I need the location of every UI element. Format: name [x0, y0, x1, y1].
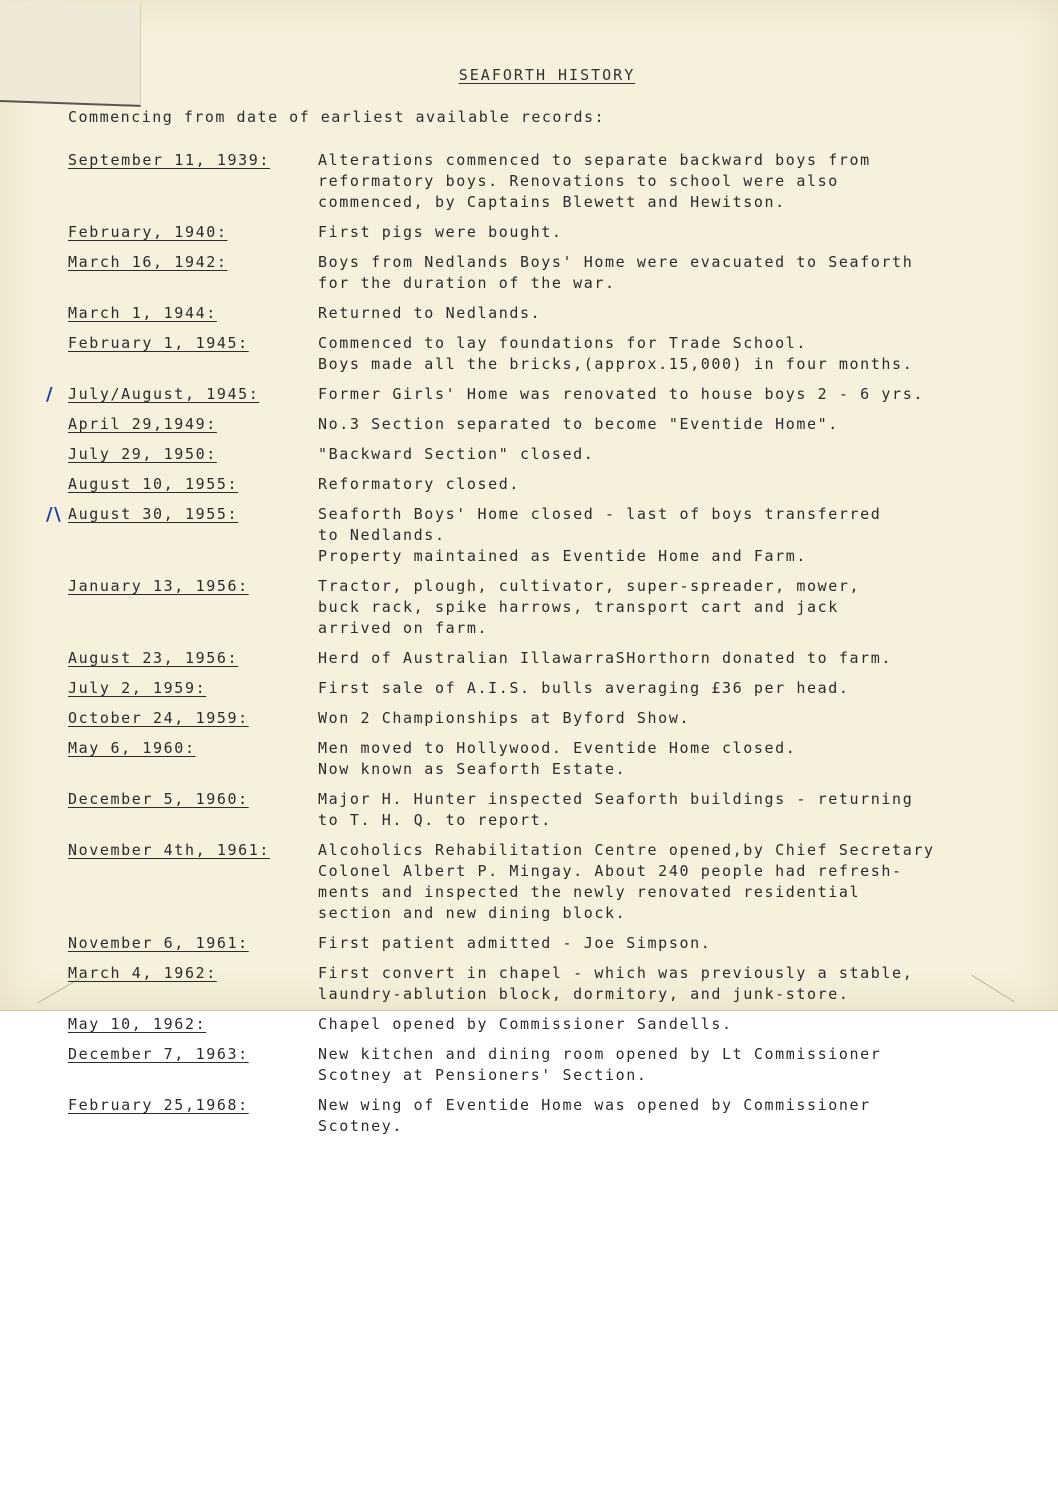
entry-date-text: January 13, 1956:: [68, 577, 249, 595]
entry-description: New wing of Eventide Home was opened by Commissioner Scotney.: [318, 1096, 871, 1135]
history-entry: [68, 678, 1043, 699]
history-entry: [68, 414, 1043, 435]
entry-date-text: February, 1940:: [68, 223, 228, 241]
entry-description: Won 2 Championships at Byford Show.: [318, 709, 691, 727]
entry-description: Former Girls' Home was renovated to house boys 2 - 6 yrs.: [318, 385, 924, 403]
entry-date: [68, 303, 318, 324]
entry-date-text: December 7, 1963:: [68, 1045, 249, 1063]
entry-description: First sale of A.I.S. bulls averaging £36 per head.: [318, 679, 850, 697]
entry-date-text: October 24, 1959:: [68, 709, 249, 727]
entry-date: [68, 414, 318, 435]
entry-description: Reformatory closed.: [318, 475, 520, 493]
entry-date-text: February 1, 1945:: [68, 334, 249, 352]
entry-date: [68, 1095, 318, 1137]
entry-date: [68, 840, 318, 924]
entry-date: [68, 384, 318, 405]
history-entry: [68, 222, 1043, 243]
entry-description: Alcoholics Rehabilitation Centre opened,by Chief Secretary Colonel Albert P. Mingay. About 240 people had refresh- ments and inspected the newly renovated residential section and new dining block.: [318, 841, 935, 922]
history-entry: [68, 150, 1043, 213]
handwritten-tick-mark: /\: [46, 504, 63, 525]
entry-date: [68, 963, 318, 1005]
paper-corner-tab: [0, 0, 141, 107]
history-entry: [68, 789, 1043, 831]
entry-date: [68, 789, 318, 831]
entry-date: [68, 444, 318, 465]
entry-date-text: July/August, 1945:: [68, 385, 260, 403]
entry-description: "Backward Section" closed.: [318, 445, 595, 463]
entry-description: Seaforth Boys' Home closed - last of boys transferred to Nedlands. Property maintained as Eventide Home and Farm.: [318, 505, 882, 565]
entry-date-text: March 4, 1962:: [68, 964, 217, 982]
entry-description: First pigs were bought.: [318, 223, 563, 241]
entry-description: New kitchen and dining room opened by Lt Commissioner Scotney at Pensioners' Section.: [318, 1045, 882, 1084]
entry-date: [68, 1044, 318, 1086]
entry-date-text: August 23, 1956:: [68, 649, 239, 667]
entry-date: [68, 576, 318, 639]
entry-description: No.3 Section separated to become "Eventide Home".: [318, 415, 839, 433]
entry-date: [68, 504, 318, 567]
history-entry: [68, 1044, 1043, 1086]
handwritten-tick-mark: /: [46, 384, 55, 405]
entry-date: [68, 738, 318, 780]
entry-date-text: November 4th, 1961:: [68, 841, 270, 859]
entry-description: Tractor, plough, cultivator, super-spreader, mower, buck rack, spike harrows, transport cart and jack arrived on farm.: [318, 577, 861, 637]
entry-date-text: September 11, 1939:: [68, 151, 270, 169]
entry-date: [68, 1014, 318, 1035]
history-entry: [68, 1014, 1043, 1035]
entry-description: Returned to Nedlands.: [318, 304, 542, 322]
entry-description: First patient admitted - Joe Simpson.: [318, 934, 712, 952]
history-entry: [68, 738, 1043, 780]
entry-date: [68, 222, 318, 243]
history-entry: [68, 303, 1043, 324]
history-entry: [68, 474, 1043, 495]
document-title-text: SEAFORTH HISTORY: [458, 66, 636, 84]
history-entry: [68, 648, 1043, 669]
history-entry: [46, 504, 1043, 567]
entry-date: [68, 648, 318, 669]
entry-date-text: March 16, 1942:: [68, 253, 228, 271]
entry-description: Chapel opened by Commissioner Sandells.: [318, 1015, 733, 1033]
history-entry: [68, 840, 1043, 924]
entry-date: [68, 678, 318, 699]
entry-date-text: April 29,1949:: [68, 415, 217, 433]
history-entry: [68, 708, 1043, 729]
history-entries: [46, 150, 1043, 1146]
entry-date-text: December 5, 1960:: [68, 790, 249, 808]
history-entry: [68, 576, 1043, 639]
entry-date-text: August 30, 1955:: [68, 505, 239, 523]
entry-date: [68, 474, 318, 495]
entry-date: [68, 708, 318, 729]
history-entry: [68, 963, 1043, 1005]
entry-description: Herd of Australian IllawarraSHorthorn donated to farm.: [318, 649, 893, 667]
entry-date-text: August 10, 1955:: [68, 475, 239, 493]
intro-line: Commencing from date of earliest available records:: [68, 108, 606, 126]
entry-description: Men moved to Hollywood. Eventide Home closed. Now known as Seaforth Estate.: [318, 739, 797, 778]
entry-date: [68, 252, 318, 294]
entry-description: Major H. Hunter inspected Seaforth buildings - returning to T. H. Q. to report.: [318, 790, 914, 829]
entry-date-text: February 25,1968:: [68, 1096, 249, 1114]
history-entry: [68, 252, 1043, 294]
entry-date: [68, 333, 318, 375]
history-entry: [68, 933, 1043, 954]
entry-date-text: November 6, 1961:: [68, 934, 249, 952]
entry-date: [68, 150, 318, 213]
entry-date-text: May 10, 1962:: [68, 1015, 207, 1033]
entry-description: Commenced to lay foundations for Trade School. Boys made all the bricks,(approx.15,000) in four months.: [318, 334, 914, 373]
history-entry: [68, 333, 1043, 375]
history-entry: [68, 444, 1043, 465]
entry-date-text: July 29, 1950:: [68, 445, 217, 463]
entry-description: Boys from Nedlands Boys' Home were evacuated to Seaforth for the duration of the war.: [318, 253, 914, 292]
history-entry: [68, 1095, 1043, 1137]
entry-date-text: May 6, 1960:: [68, 739, 196, 757]
entry-date: [68, 933, 318, 954]
history-entry: [46, 384, 1043, 405]
entry-date-text: March 1, 1944:: [68, 304, 217, 322]
entry-description: First convert in chapel - which was previously a stable, laundry-ablution block, dormitory, and junk-store.: [318, 964, 914, 1003]
entry-description: Alterations commenced to separate backward boys from reformatory boys. Renovations to school were also commenced, by Captains Blewett and Hewitson.: [318, 151, 871, 211]
document-title: [0, 66, 1058, 84]
entry-date-text: July 2, 1959:: [68, 679, 207, 697]
